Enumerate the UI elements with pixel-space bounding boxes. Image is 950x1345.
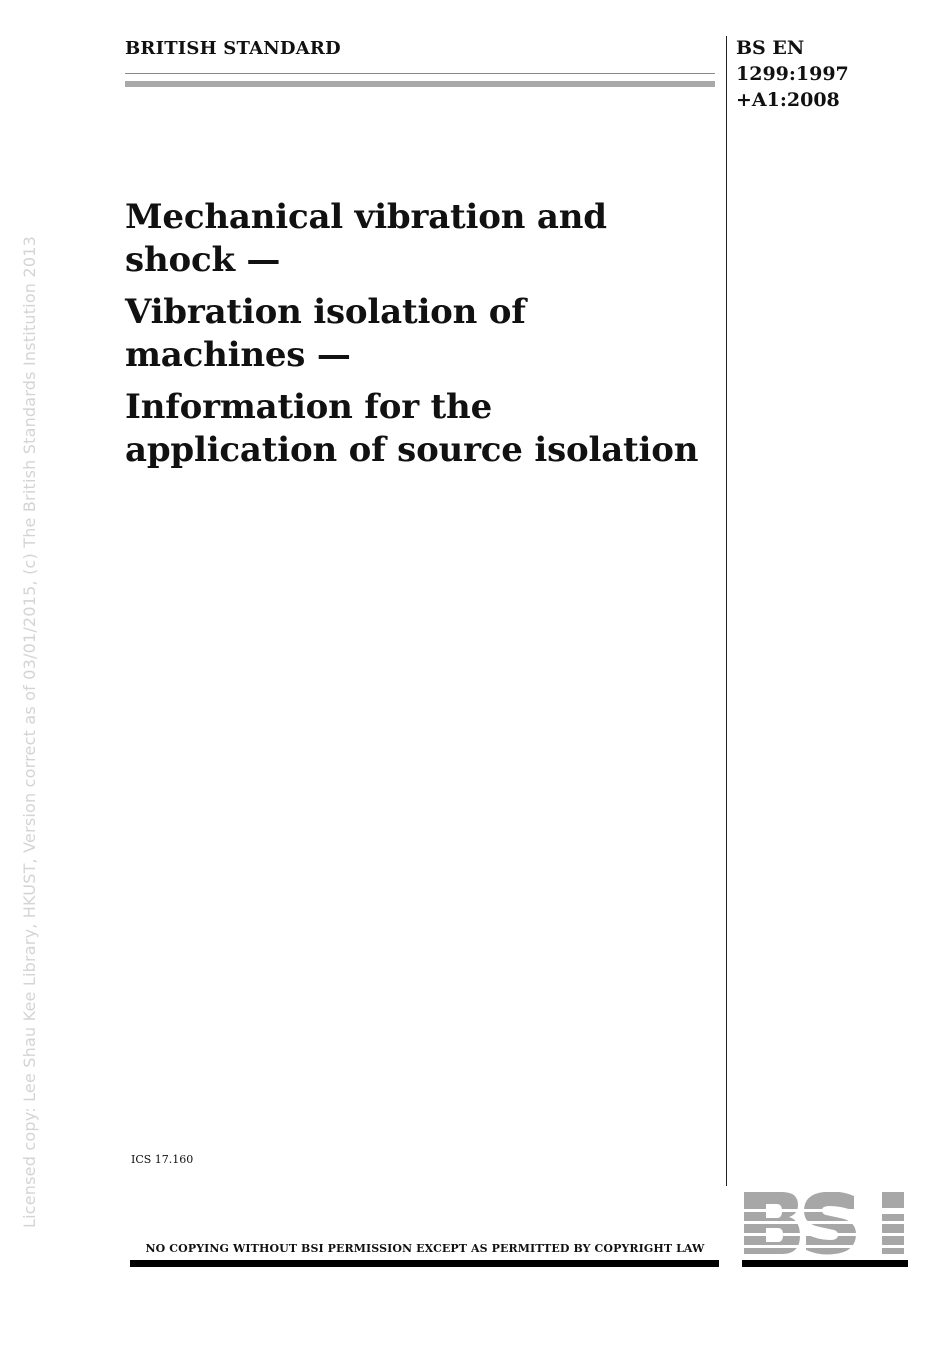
header-rule-thick <box>125 81 715 87</box>
title-part-3: Information for the application of source isolation <box>125 387 699 470</box>
standard-number-line: +A1:2008 <box>736 89 840 111</box>
header-rule-thin <box>125 73 715 74</box>
standard-number-line: 1299:1997 <box>736 63 849 85</box>
licence-watermark: Licensed copy: Lee Shau Kee Library, HKUST, Version correct as of 03/01/2015, (c) The British Standards Institution 2013 <box>20 236 39 1228</box>
bsi-logo-graphic <box>742 1192 908 1268</box>
ics-code: ICS 17.160 <box>131 1153 194 1166</box>
column-divider <box>726 36 727 1186</box>
title-part-1: Mechanical vibration and shock — <box>125 197 607 280</box>
title-part-2: Vibration isolation of machines — <box>125 292 526 375</box>
bsi-logo <box>742 1192 908 1268</box>
standard-number <box>736 35 936 113</box>
footer-bar <box>130 1260 719 1267</box>
document-type-label: BRITISH STANDARD <box>125 38 341 59</box>
document-title <box>125 196 715 481</box>
standard-number-line: BS EN <box>736 37 805 59</box>
copyright-notice: NO COPYING WITHOUT BSI PERMISSION EXCEPT AS PERMITTED BY COPYRIGHT LAW <box>145 1242 705 1255</box>
